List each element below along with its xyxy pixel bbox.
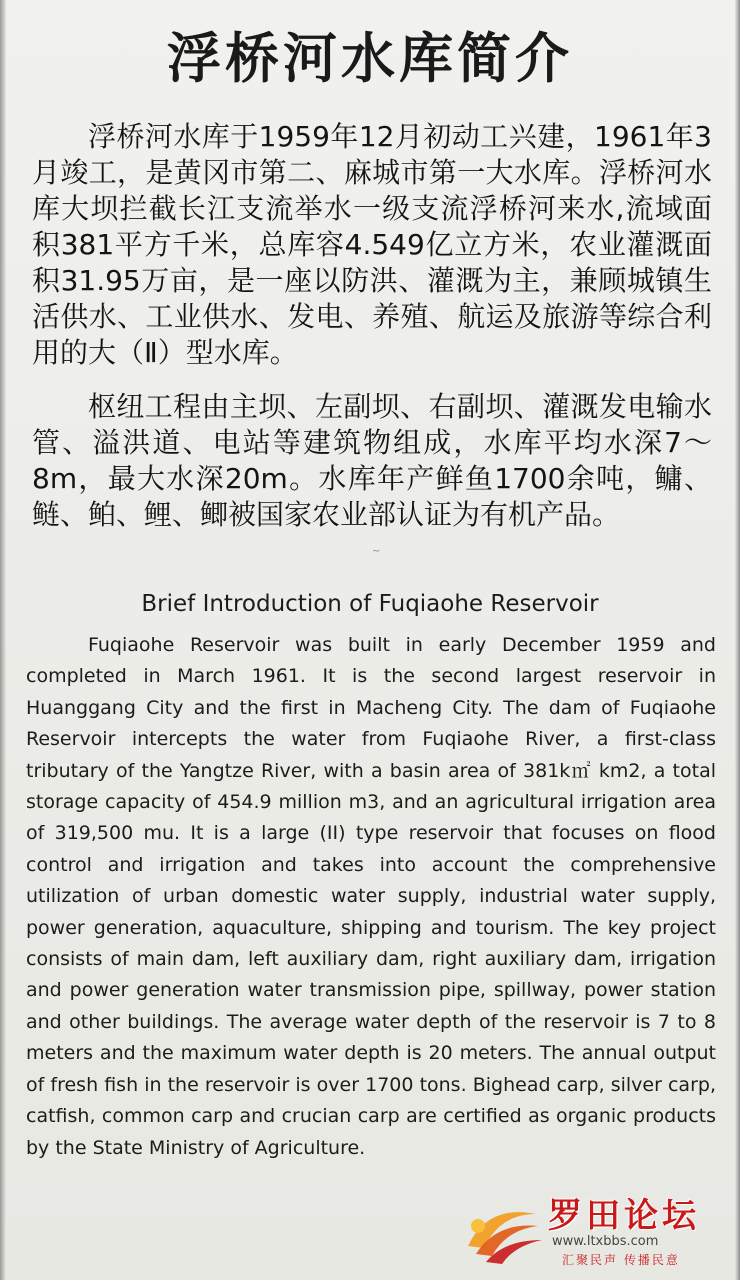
forum-name: 罗田论坛 — [548, 1196, 700, 1236]
forum-logo-icon — [458, 1196, 550, 1272]
zh-paragraph-2: 枢纽工程由主坝、左副坝、右副坝、灌溉发电输水管、溢洪道、电站等建筑物组成，水库平均水深7～8m，最大水深20m。水库年产鲜鱼1700余吨，鳙、鲢、鲌、鲤、鲫被国家农业部认证为有机产品。 — [32, 390, 712, 531]
zh-paragraph-1: 浮桥河水库于1959年12月初动工兴建，1961年3月竣工，是黄冈市第二、麻城市第一大水库。浮桥河水库大坝拦截长江支流举水一级支流浮桥河来水,流域面积381平方千米，总库容4.549亿立方米，农业灌溉面积31.95万亩，是一座以防洪、灌溉为主，兼顾城镇生活供水、工业供水、发电、养殖、航运及旅游等综合利用的大（Ⅱ）型水库。 — [32, 120, 712, 369]
scratch-mark: ~ — [372, 546, 381, 557]
english-body: Fuqiaohe Reservoir was built in early December 1959 and completed in March 1961. It is the second largest reservoir in Huanggang City and the first in Macheng City. The dam of Fuqiaohe Reservoir intercepts the water from Fuqiaohe River, a first-class tributary of the Yangtze River, with a basin area of 381k㎡ km2, a total storage capacity of 454.9 million m3, and an agricultural irrigation area of 319,500 mu. It is a large (II) type reservoir that focuses on flood control and irrigation and takes into account the comprehensive utilization of urban domestic water supply, industrial water supply, power generation, aquaculture, shipping and tourism. The key project consists of main dam, left auxiliary dam, right auxiliary dam, irrigation and power generation water transmission pipe, spillway, power station and other buildings. The average water depth of the reservoir is 7 to 8 meters and the maximum water depth is 20 meters. The annual output of fresh fish in the reservoir is over 1700 tons. Bighead carp, silver carp, catfish, common carp and crucian carp are certified as organic products by the State Ministry of Agriculture. — [26, 634, 716, 1159]
english-title: Brief Introduction of Fuqiaohe Reservoir — [141, 591, 599, 617]
sign-left-edge — [0, 0, 6, 1280]
forum-watermark — [458, 1196, 728, 1272]
forum-url: www.ltxbbs.com — [552, 1234, 659, 1249]
sign-title: 浮桥河水库简介 — [167, 26, 573, 90]
sign-right-edge — [735, 0, 740, 1280]
forum-slogan: 汇聚民声 传播民意 — [562, 1253, 680, 1267]
